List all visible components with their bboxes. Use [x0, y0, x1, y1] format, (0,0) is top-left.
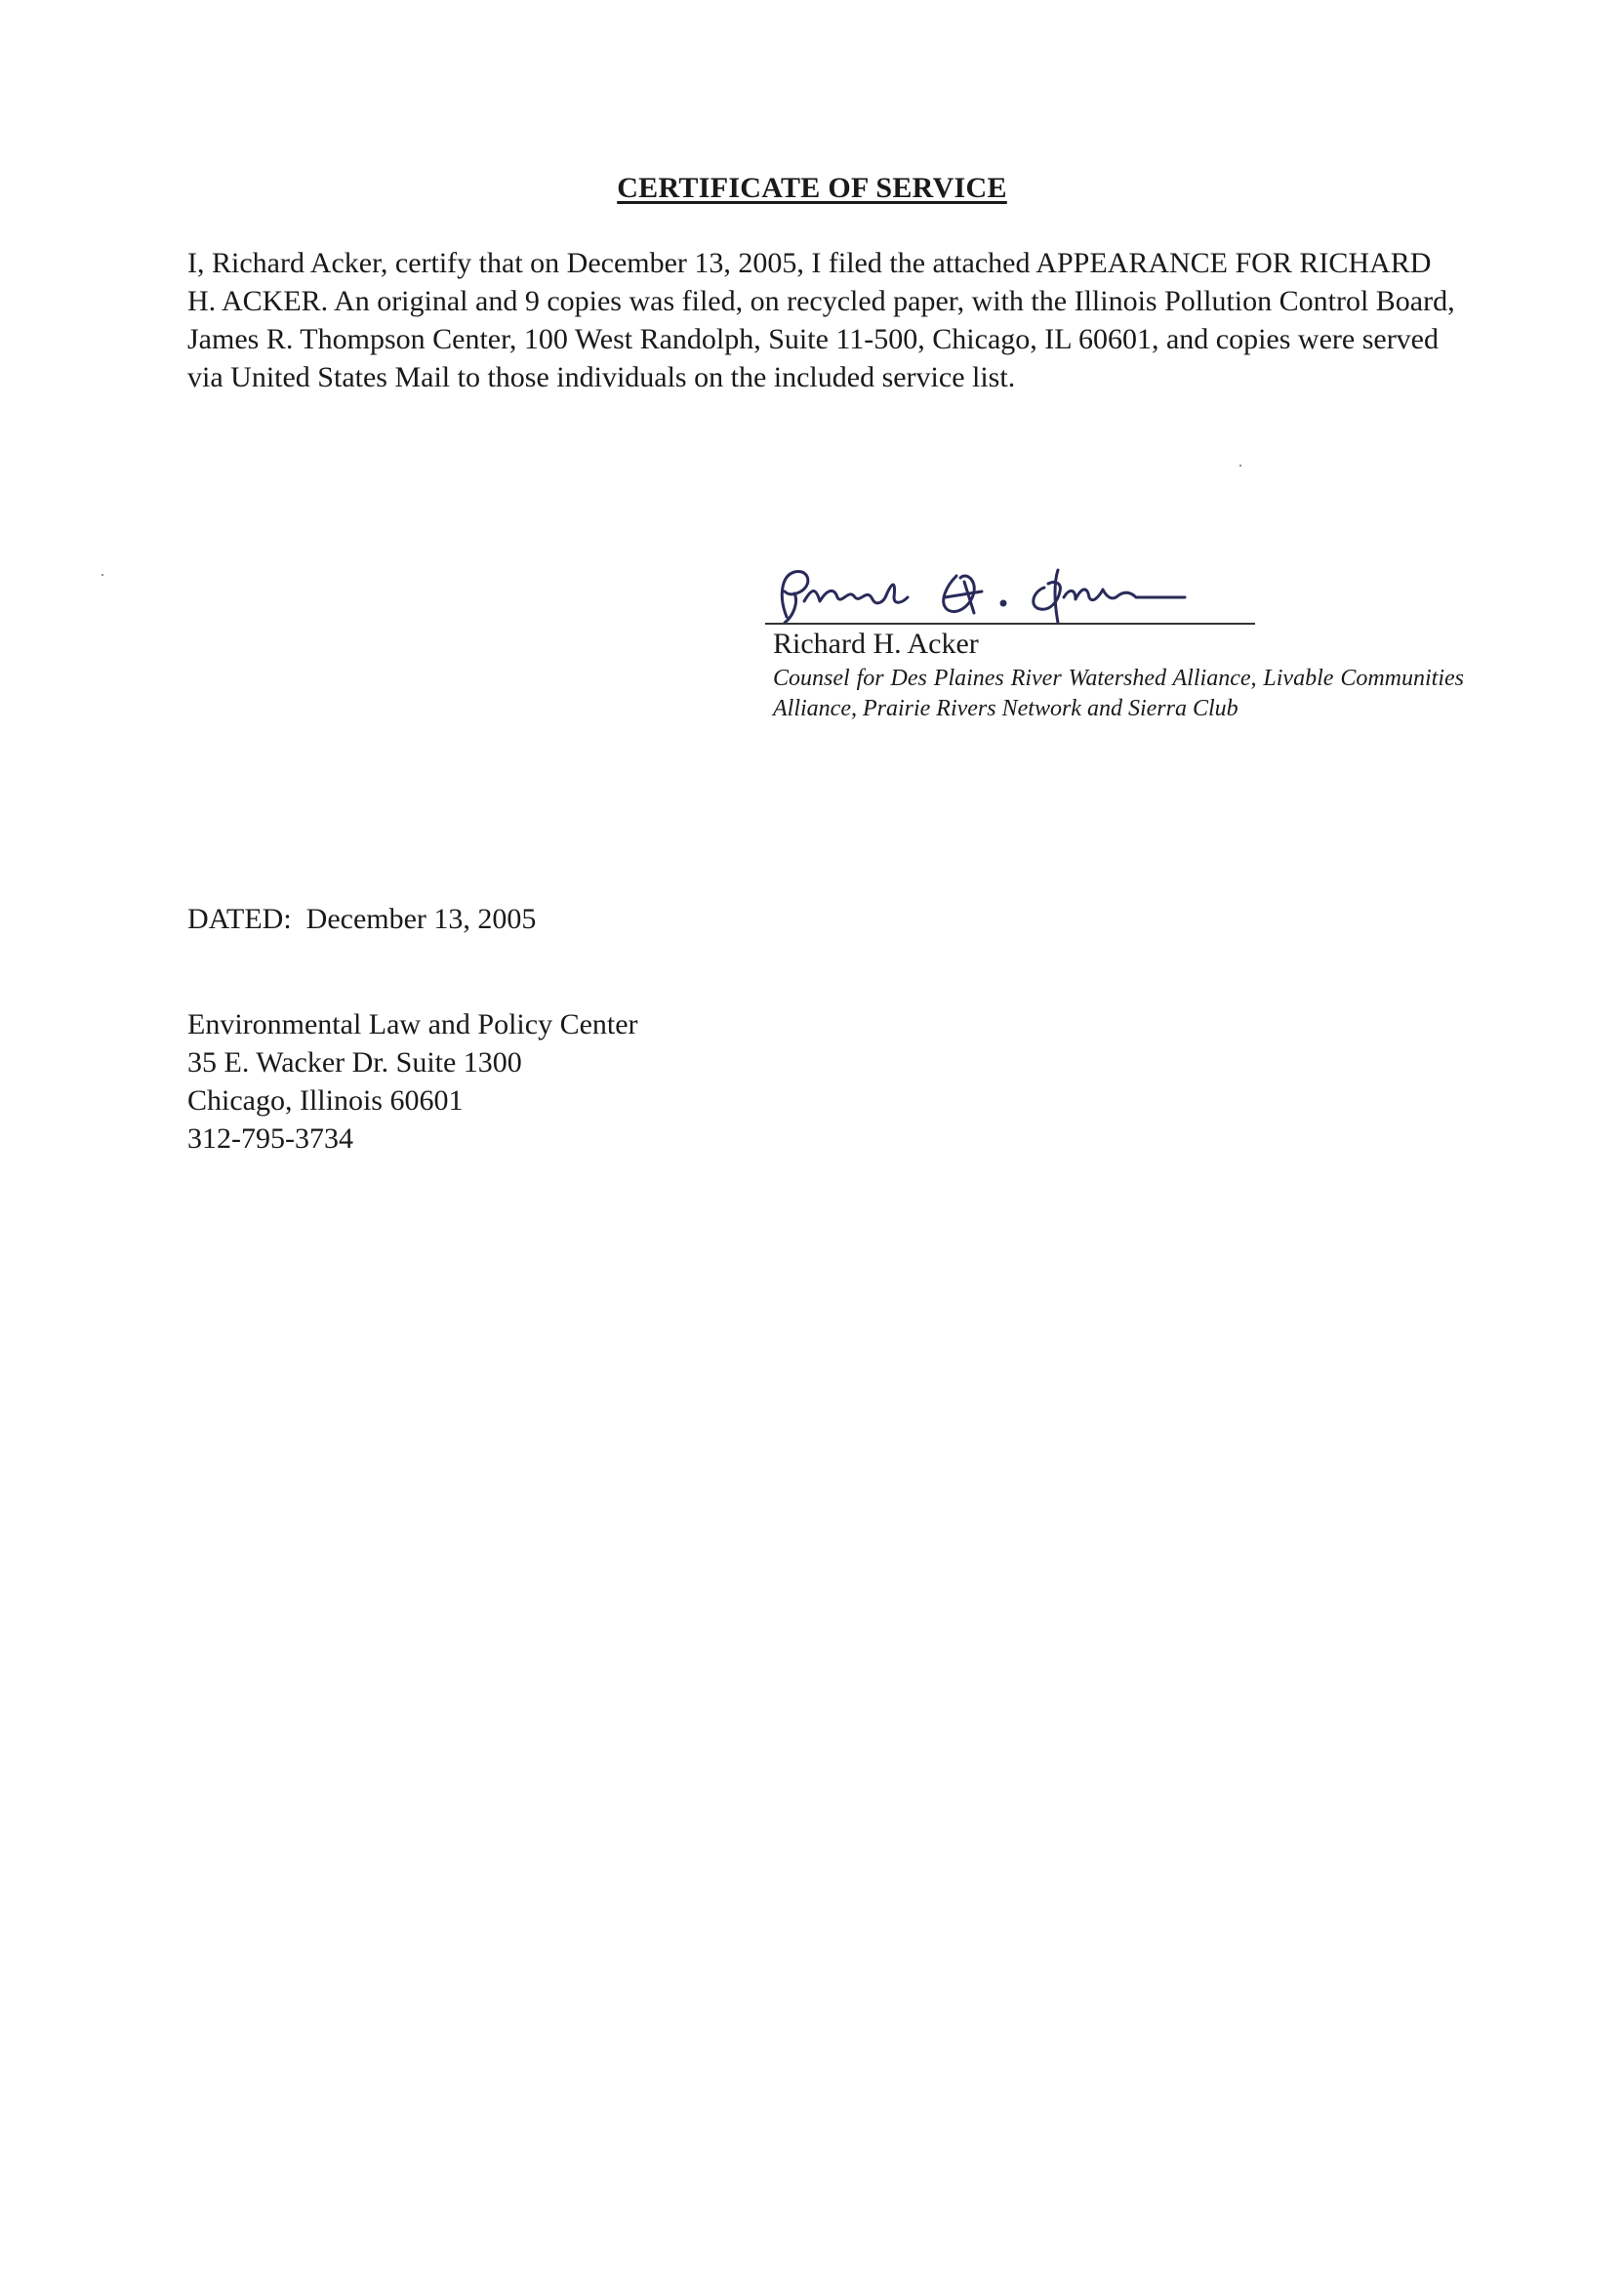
scan-speck: [1239, 465, 1241, 467]
address-street: 35 E. Wacker Dr. Suite 1300: [187, 1046, 522, 1079]
document-title: CERTIFICATE OF SERVICE: [617, 172, 1007, 204]
handwritten-signature: [765, 558, 1273, 627]
address-block: [187, 1005, 638, 1158]
certificate-body: I, Richard Acker, certify that on December 13, 2005, I filed the attached APPEARANCE FOR RICHARD H. ACKER. An original and 9 copies was filed, on recycled paper, with the Illinois Pollution Control Board, James R. Thompson Center, 100 West Randolph, Suite 11-500, Chicago, IL 60601, and copies were served via United States Mail to those individuals on the included service list.: [187, 247, 1455, 393]
address-city: Chicago, Illinois 60601: [187, 1084, 464, 1117]
dated-line: [187, 900, 536, 938]
address-org: Environmental Law and Policy Center: [187, 1008, 638, 1040]
dated-label: DATED:: [187, 903, 292, 935]
scan-speck: [102, 574, 103, 576]
address-phone: 312-795-3734: [187, 1122, 353, 1155]
dated-date: December 13, 2005: [305, 903, 537, 935]
signer-name: Richard H. Acker: [773, 628, 979, 660]
signer-role: Counsel for Des Plaines River Watershed Alliance, Livable Communities Alliance, Prairie Rivers Network and Sierra Club: [773, 666, 1464, 721]
signature-line: [765, 623, 1255, 625]
